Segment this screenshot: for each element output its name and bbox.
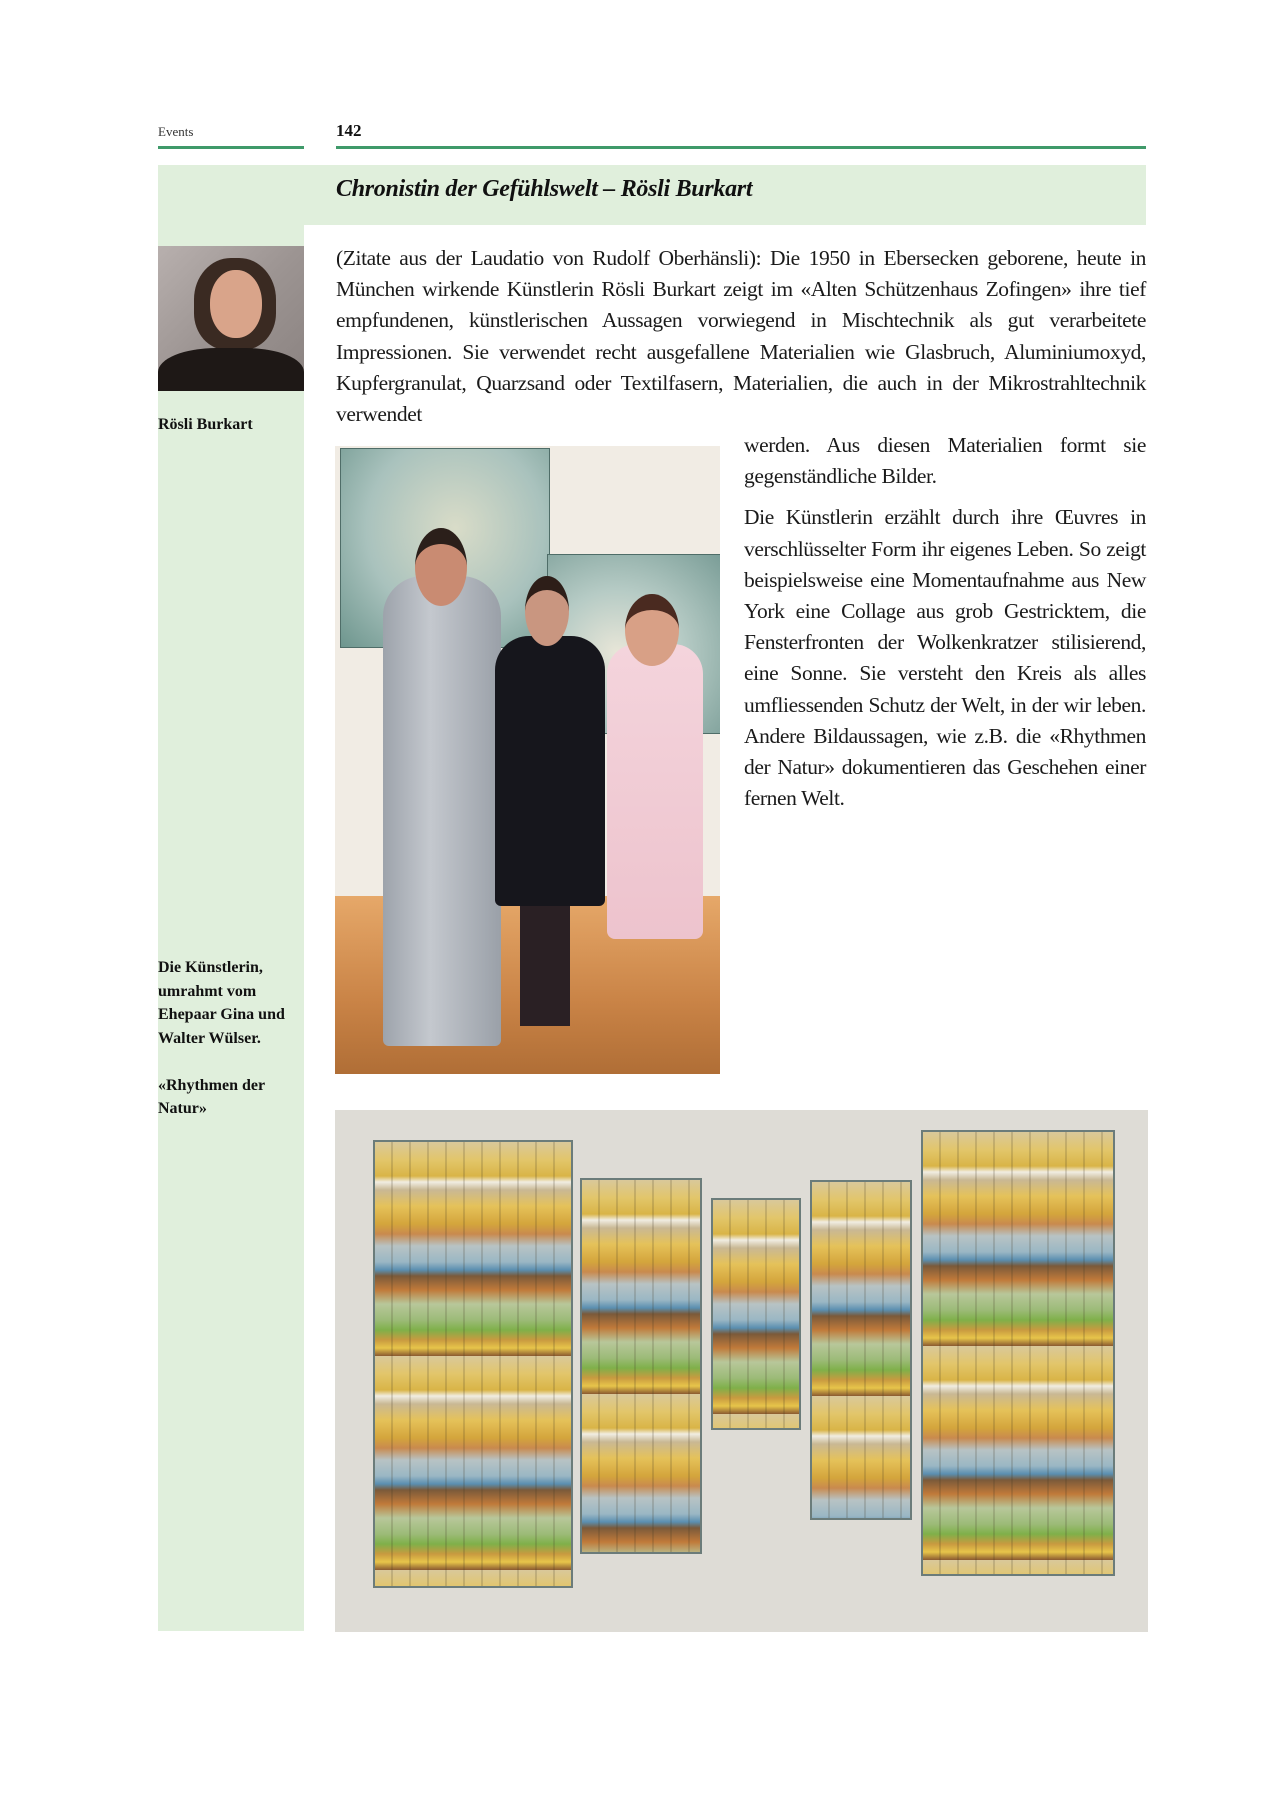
artwork-photo <box>335 1110 1148 1632</box>
intro-paragraph: (Zitate aus der Laudatio von Rudolf Oberhänsli): Die 1950 in Ebersecken geborene, heute in München wirkende Künstlerin Rösli Burkart zeigt im «Alten Schützenhaus Zofingen» ihre tief empfundenen, künstlerischen Aussagen vorwiegend in Mischtechnik als gut verarbeitete Impressionen. Sie verwendet recht ausgefallene Materialien wie Glasbruch, Aluminiumoxyd, Kupfergranulat, Quarzsand oder Textilfasern, Materialien, die auch in der Mikrostrahltechnik verwendet <box>336 246 1146 427</box>
artwork-panel <box>921 1130 1115 1576</box>
artwork-panel <box>580 1178 702 1554</box>
artwork-panel <box>373 1140 573 1588</box>
body-text-column <box>744 430 1146 824</box>
tree-pattern <box>375 1142 571 1586</box>
woman-pink-suit <box>607 644 703 939</box>
running-head: Events <box>158 124 194 139</box>
man-head <box>415 528 467 606</box>
artwork-panel <box>711 1198 801 1430</box>
artist-black-suit <box>495 636 605 906</box>
tree-pattern <box>582 1180 700 1552</box>
portrait-image <box>158 246 304 391</box>
tree-pattern <box>812 1182 910 1518</box>
portrait-body <box>158 348 304 391</box>
group-photo <box>335 446 720 1074</box>
page-number: 142 <box>336 121 362 140</box>
body-text-full <box>336 243 1146 430</box>
header-rule-right <box>336 146 1146 149</box>
artist-legs <box>520 906 570 1026</box>
second-paragraph: Die Künstlerin erzählt durch ihre Œuvres in verschlüsselter Form ihr eigenes Leben. So zeigt beispielsweise eine Momentaufnahme aus New York eine Collage aus grob Gestricktem, die Fensterfronten der Wolkenkratzer stilisierend, eine Sonne. Sie versteht den Kreis als alles umfliessenden Schutz der Welt, in der wir leben. Andere Bildaussagen, wie z.B. die «Rhythmen der Natur» dokumentieren das Geschehen einer fernen Welt. <box>744 505 1146 811</box>
intro-continuation: werden. Aus diesen Materialien formt sie gegenständliche Bilder. <box>744 433 1146 489</box>
tree-pattern <box>713 1200 799 1428</box>
artwork-panel <box>810 1180 912 1520</box>
tree-pattern <box>923 1132 1113 1574</box>
portrait-face <box>210 270 262 338</box>
group-photo-caption: Die Künstlerin, umrahmt vom Ehepaar Gina und Walter Wülser. <box>158 959 285 1047</box>
artist-head <box>525 576 569 646</box>
header-rule-left <box>158 146 304 149</box>
artwork-caption: «Rhythmen der Natur» <box>158 1076 265 1117</box>
side-captions <box>158 956 304 1144</box>
woman-pink-head <box>625 594 679 666</box>
article-title: Chronistin der Gefühlswelt – Rösli Burkart <box>336 176 753 202</box>
portrait-caption: Rösli Burkart <box>158 416 253 433</box>
man-grey-suit <box>383 576 501 1046</box>
